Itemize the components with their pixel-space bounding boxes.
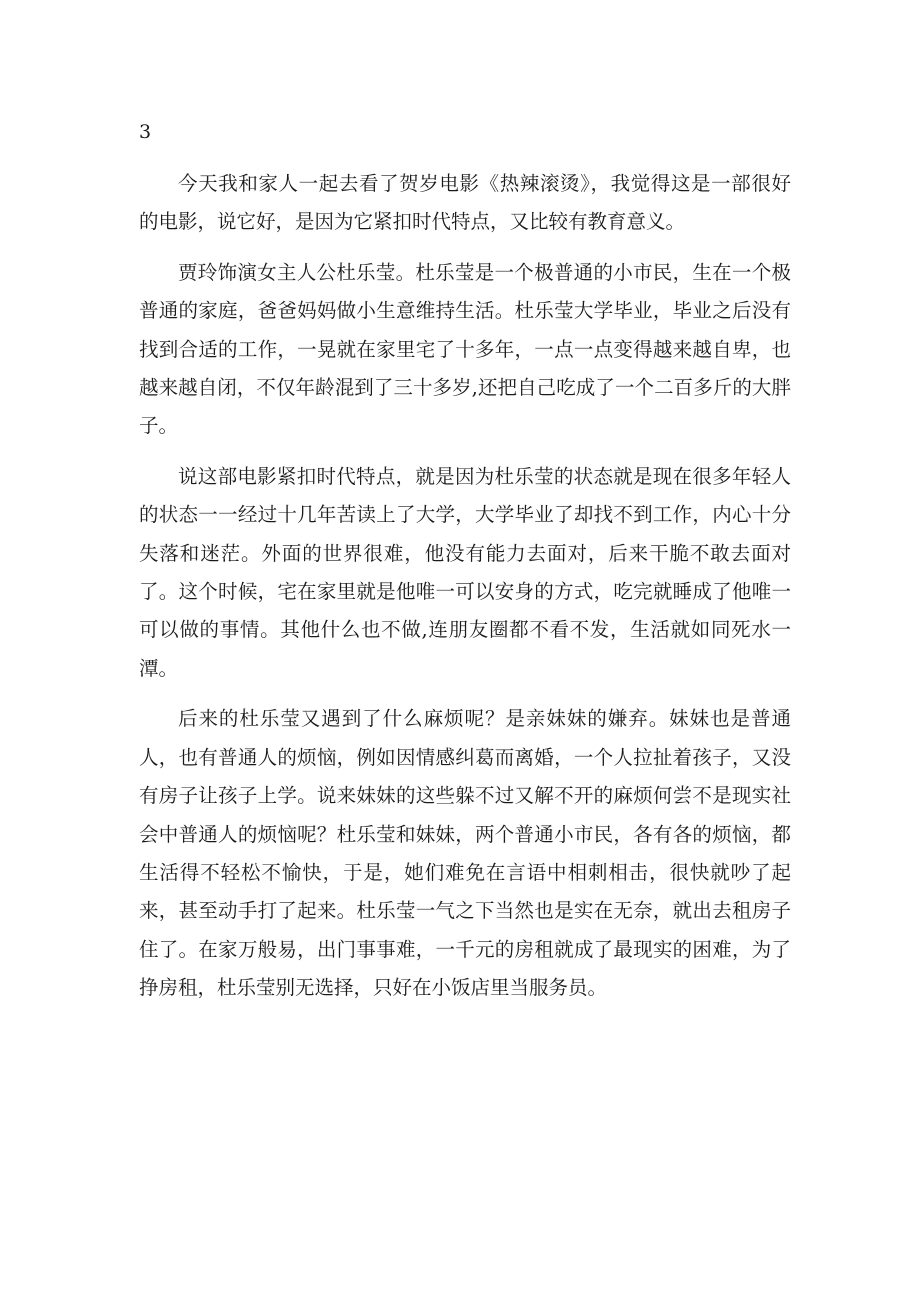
paragraph-3: 说这部电影紧扣时代特点，就是因为杜乐莹的状态就是现在很多年轻人的状态一一经过十几年苦读上了大学，大学毕业了却找不到工作，内心十分失落和迷茫。外面的世界很难，他没有能力去面对，后来干脆不敢去面对了。这个时候，宅在家里就是他唯一可以安身的方式，吃完就睡成了他唯一可以做的事情。其他什么也不做,连朋友圈都不看不发，生活就如同死水一潭。 (139, 464, 791, 680)
paragraph-1: 今天我和家人一起去看了贺岁电影《热辣滚烫》，我觉得这是一部很好的电影，说它好，是因为它紧扣时代特点，又比较有教育意义。 (139, 172, 791, 234)
paragraph-2: 贾玲饰演女主人公杜乐莹。杜乐莹是一个极普通的小市民，生在一个极普通的家庭，爸爸妈妈做小生意维持生活。杜乐莹大学毕业，毕业之后没有找到合适的工作，一晃就在家里宅了十多年，一点一点变得越来越自卑，也越来越自闭，不仅年龄混到了三十多岁,还把自己吃成了一个二百多斤的大胖子。 (139, 260, 791, 438)
document-body (139, 165, 791, 1020)
paragraph-4: 后来的杜乐莹又遇到了什么麻烦呢？是亲妹妹的嫌弃。妹妹也是普通人，也有普通人的烦恼，例如因情感纠葛而离婚，一个人拉扯着孩子，又没有房子让孩子上学。说来妹妹的这些躲不过又解不开的麻烦何尝不是现实社会中普通人的烦恼呢？杜乐莹和妹妹，两个普通小市民，各有各的烦恼，都生活得不轻松不愉快，于是，她们难免在言语中相刺相击，很快就吵了起来，甚至动手打了起来。杜乐莹一气之下当然也是实在无奈，就出去租房子住了。在家万般易，出门事事难，一千元的房租就成了最现实的困难，为了挣房租，杜乐莹别无选择，只好在小饭店里当服务员。 (139, 707, 791, 1000)
page-number: 3 (139, 121, 152, 143)
